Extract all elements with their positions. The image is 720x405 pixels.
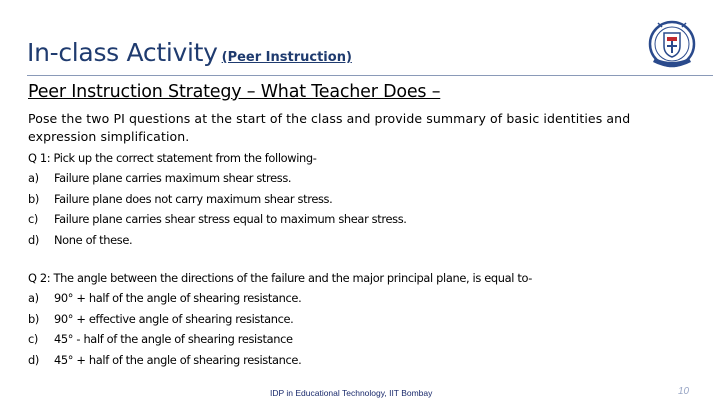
question-2-option-a bbox=[28, 288, 532, 308]
option-label: b) bbox=[28, 191, 39, 206]
option-text: 45° - half of the angle of shearing resistance bbox=[54, 332, 293, 347]
option-label: c) bbox=[28, 332, 39, 347]
footer-text: IDP in Educational Technology, IIT Bombay bbox=[270, 388, 433, 398]
question-2-option-d bbox=[28, 350, 532, 370]
option-label: a) bbox=[28, 171, 39, 186]
option-text: None of these. bbox=[54, 232, 133, 247]
option-text: 90° + half of the angle of shearing resistance. bbox=[54, 291, 302, 306]
question-1-option-c bbox=[28, 209, 407, 229]
option-text: Failure plane carries shear stress equal to maximum shear stress. bbox=[54, 212, 407, 227]
question-2 bbox=[28, 268, 532, 370]
option-label: b) bbox=[28, 311, 39, 326]
title-divider bbox=[27, 75, 713, 76]
slide-subtitle: Peer Instruction Strategy – What Teacher Does – bbox=[28, 82, 441, 102]
question-2-option-b bbox=[28, 309, 532, 329]
question-2-prompt: Q 2: The angle between the directions of the failure and the major principal plane, is equal to- bbox=[28, 271, 533, 285]
question-2-option-c bbox=[28, 329, 532, 349]
option-text: 90° + effective angle of shearing resistance. bbox=[54, 311, 294, 326]
intro-paragraph: Pose the two PI questions at the start of the class and provide summary of basic identities and expression simplification. bbox=[28, 111, 631, 144]
option-text: Failure plane carries maximum shear stress. bbox=[54, 171, 292, 186]
question-1-option-a bbox=[28, 168, 407, 188]
option-text: 45° + half of the angle of shearing resistance. bbox=[54, 352, 302, 367]
question-1-option-d bbox=[28, 230, 407, 250]
option-text: Failure plane does not carry maximum shear stress. bbox=[54, 191, 333, 206]
question-1-prompt: Q 1: Pick up the correct statement from the following- bbox=[28, 151, 317, 165]
slide-title-main: In-class Activity bbox=[27, 38, 218, 67]
option-label: a) bbox=[28, 291, 39, 306]
page-number: 10 bbox=[678, 386, 690, 397]
institute-crest-icon bbox=[644, 18, 700, 74]
slide-title bbox=[27, 38, 352, 67]
question-1-option-b bbox=[28, 189, 407, 209]
option-label: d) bbox=[28, 352, 39, 367]
question-1 bbox=[28, 148, 407, 250]
option-label: c) bbox=[28, 212, 39, 227]
option-label: d) bbox=[28, 232, 39, 247]
slide-title-suffix: (Peer Instruction) bbox=[221, 50, 352, 65]
